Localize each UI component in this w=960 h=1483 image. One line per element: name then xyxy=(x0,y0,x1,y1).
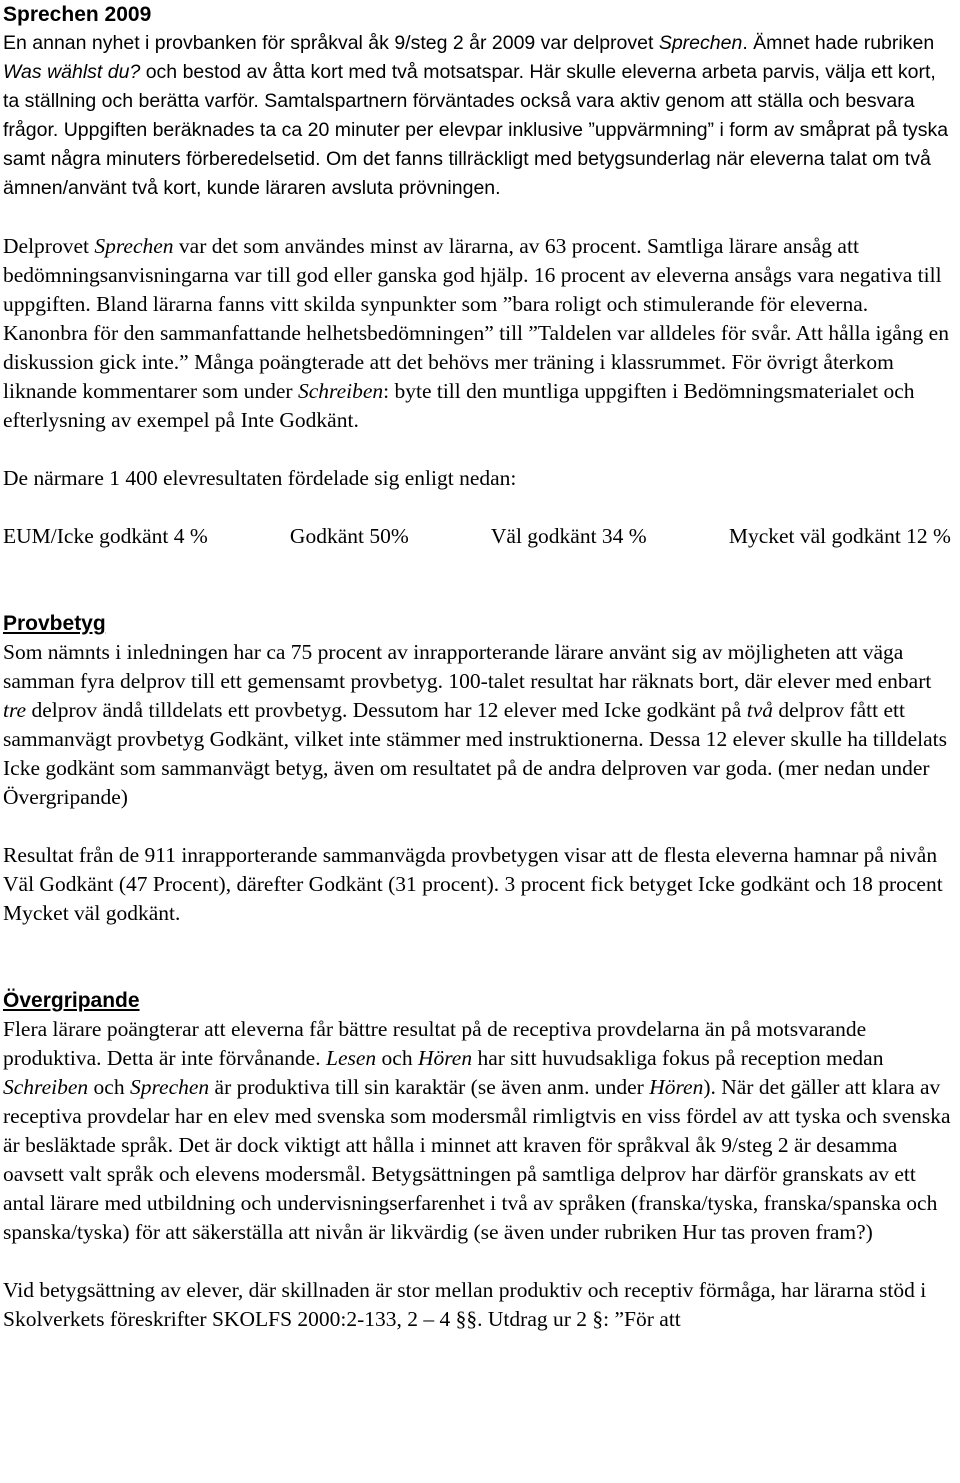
italic-text: Sprechen xyxy=(129,1075,210,1099)
grade-distribution xyxy=(3,522,951,551)
paragraph-results-intro: De närmare 1 400 elevresultaten fördelade sig enligt nedan: xyxy=(3,466,517,490)
text: En annan nyhet i provbanken för språkval åk 9/steg 2 år 2009 var delprovet xyxy=(3,32,659,54)
spacer xyxy=(3,435,955,464)
text: och bestod av åtta kort med två motsatspar. Här skulle eleverna arbeta parvis, välja ett kort, ta ställning och berätta varför. Samtalspartnern förväntades också vara aktiv genom att ställa och besvara frågor. Uppgiften beräknades ta ca 20 minuter per elevpar inklusive ”uppvärmning” i form av småprat på tyska samt några minuters förberedelsetid. Om det fanns tillräckligt med betygsunderlag när eleverna talat om två ämnen/använt två kort, kunde läraren avsluta prövningen. xyxy=(3,61,949,199)
paragraph-sprechen-intro xyxy=(3,29,955,203)
section-sprechen xyxy=(3,0,955,551)
document-page xyxy=(3,0,955,1334)
paragraph-provbetyg-results: Resultat från de 911 inrapporterande sammanvägda provbetygen visar att de flesta eleverna hamnar på nivån Väl Godkänt (47 Procent), därefter Godkänt (31 procent). 3 procent fick betyget Icke godkänt och 18 procent Mycket väl godkänt. xyxy=(3,843,943,925)
spacer xyxy=(3,812,955,841)
italic-text: Was wählst du? xyxy=(3,61,141,83)
italic-text: Lesen xyxy=(325,1046,377,1070)
italic-text: Schreiben xyxy=(297,379,384,403)
section-provbetyg xyxy=(3,609,955,928)
italic-text: Schreiben xyxy=(3,1075,89,1099)
grade-item-mycket-val-godkant: Mycket väl godkänt 12 % xyxy=(728,524,951,548)
text: Flera lärare poängterar att eleverna får bättre resultat på de receptiva provdelarna än på motsvarande produktiva. Detta är inte förvånande. xyxy=(3,1017,867,1070)
paragraph-overgripande-intro xyxy=(3,1015,955,1247)
paragraph-sprechen-usage xyxy=(3,232,955,435)
text: : byte till den muntliga uppgiften i Bedömningsmaterialet och efterlysning av exempel på Inte Godkänt. xyxy=(3,379,915,432)
text: delprov fått ett sammanvägt provbetyg Godkänt, vilket inte stämmer med instruktionerna. Dessa 12 elever skulle ha tilldelats Icke godkänt som sammanvägt betyg, även om resultatet på de andra delproven var goda. (mer nedan under Övergripande) xyxy=(3,698,947,809)
grade-item-godkant: Godkänt 50% xyxy=(289,524,409,548)
italic-text: Hören xyxy=(649,1075,704,1099)
spacer xyxy=(3,1247,955,1276)
text: delprov ändå tilldelats ett provbetyg. Dessutom har 12 elever med Icke godkänt på xyxy=(26,698,747,722)
grade-item-eum: EUM/Icke godkänt 4 % xyxy=(3,524,208,548)
section-overgripande xyxy=(3,986,955,1334)
text: ). När det gäller att klara av receptiva provdelar har en elev med svenska som modersmål rimligtvis en viss fördel av att tyska och svenska är besläktade språk. Det är dock viktigt att hålla i minnet att kraven för språkval åk 9/steg 2 är desamma oavsett valt språk och elevens modersmål. Betygsättningen på samtliga delprov har därför granskats av ett antal lärare med utbildning och undervisningserfarenhet i två av språken (franska/tyska, franska/spanska och spanska/tyska) för att säkerställa att nivån är likvärdig (se även under rubriken Hur tas proven fram?) xyxy=(3,1075,951,1244)
text: har sitt huvudsakliga fokus på reception medan xyxy=(472,1046,884,1070)
spacer xyxy=(3,928,955,986)
text: var det som användes minst av lärarna, av 63 procent. Samtliga lärare ansåg att bedömningsanvisningarna var till god eller ganska god hjälp. 16 procent av eleverna ansågs vara negativa till uppgiften. Bland lärarna fanns vitt skilda synpunkter som ”bara roligt och stimulerande för eleverna. Kanonbra för den sammanfattande helhetsbedömningen” till ”Taldelen var alldeles för svår. Att hålla igång en diskussion gick inte.” Många poängterade att det behövs mer träning i klassrummet. För övrigt återkom liknande kommentarer som under xyxy=(3,234,949,403)
italic-text: två xyxy=(746,698,774,722)
section-heading-overgripande: Övergripande xyxy=(3,989,140,1012)
grade-item-val-godkant: Väl godkänt 34 % xyxy=(490,524,647,548)
italic-text: Sprechen xyxy=(94,234,174,258)
paragraph-overgripande-grading: Vid betygsättning av elever, där skillnaden är stor mellan produktiv och receptiv förmåga, har lärarna stöd i Skolverkets föreskrifter SKOLFS 2000:2-133, 2 – 4 §§. Utdrag ur 2 §: ”För att xyxy=(3,1278,927,1331)
text: och xyxy=(88,1075,130,1099)
text: är produktiva till sin karaktär (se även anm. under xyxy=(209,1075,650,1099)
italic-text: Hören xyxy=(417,1046,473,1070)
italic-text: tre xyxy=(3,698,27,722)
spacer xyxy=(3,551,955,609)
section-heading-sprechen: Sprechen 2009 xyxy=(3,3,152,26)
text: . Ämnet hade rubriken xyxy=(742,32,935,54)
text: Delprovet xyxy=(3,234,95,258)
spacer xyxy=(3,203,955,232)
text: Som nämnts i inledningen har ca 75 procent av inrapporterande lärare använt sig av möjligheten att väga samman fyra delprov till ett gemensamt provbetyg. 100-talet resultat har räknats bort, där elever med enbart xyxy=(3,640,932,693)
text: och xyxy=(376,1046,418,1070)
section-heading-provbetyg: Provbetyg xyxy=(3,612,106,635)
spacer xyxy=(3,493,955,522)
paragraph-provbetyg-intro xyxy=(3,638,955,812)
italic-text: Sprechen xyxy=(658,32,743,54)
